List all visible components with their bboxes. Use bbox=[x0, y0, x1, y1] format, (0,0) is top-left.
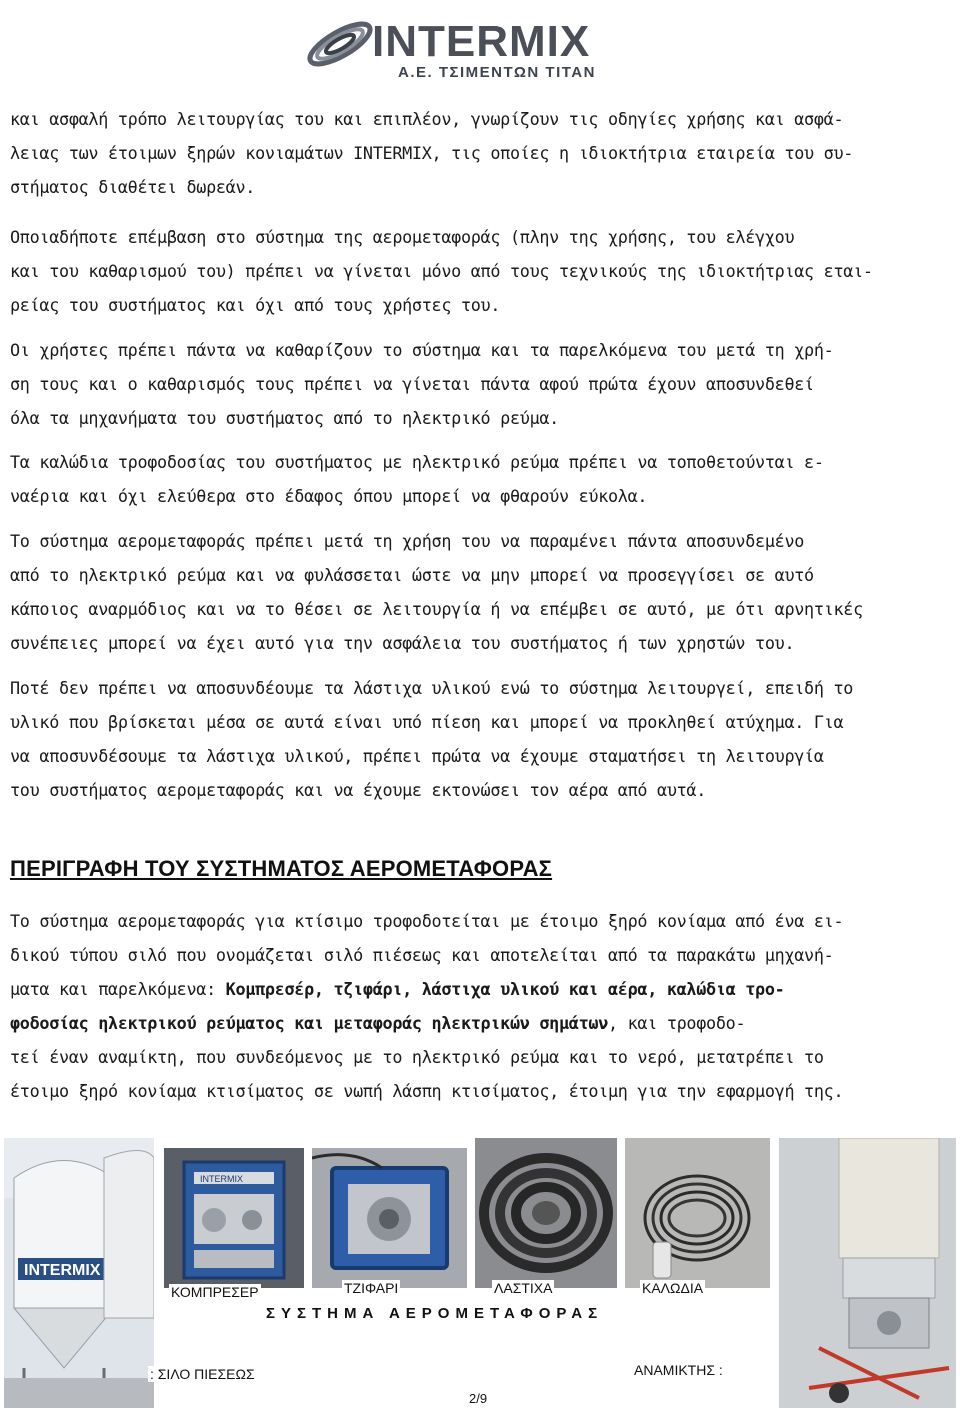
text-line: Τα καλώδια τροφοδοσίας του συστήματος με ηλεκτρικό ρεύμα πρέπει να τοποθετούνται ε- bbox=[10, 452, 824, 472]
caption-compressor: ΚΟΜΠΡΕΣΕΡ bbox=[171, 1284, 259, 1300]
cables-photo bbox=[625, 1138, 770, 1288]
swirl-logo-icon bbox=[298, 2, 378, 86]
text-line: Ποτέ δεν πρέπει να αποσυνδέουμε τα λάστιχα υλικού ενώ το σύστημα λειτουργεί, επειδή το bbox=[10, 678, 854, 698]
text-line bbox=[10, 972, 952, 1006]
compressor-label: INTERMIX bbox=[200, 1174, 244, 1184]
text-run: , και τροφοδο- bbox=[608, 1013, 746, 1033]
hoses-photo bbox=[475, 1138, 617, 1288]
text-line: όλα τα μηχανήματα του συστήματος από το ηλεκτρικό ρεύμα. bbox=[10, 408, 559, 428]
caption-cables: ΚΑΛΩΔΙΑ bbox=[642, 1280, 704, 1296]
text-line: ρείας του συστήματος και όχι από τους χρήστες του. bbox=[10, 295, 501, 315]
text-line: στήματος διαθέτει δωρεάν. bbox=[10, 177, 256, 197]
text-line: Το σύστημα αερομεταφοράς πρέπει μετά τη χρήση του να παραμένει πάντα αποσυνδεμένο bbox=[10, 531, 805, 551]
paragraph-5 bbox=[10, 524, 952, 660]
text-line: Το σύστημα αερομεταφοράς για κτίσιμο τροφοδοτείται με έτοιμο ξηρό κονίαμα από ένα ει- bbox=[10, 911, 844, 931]
compressor-photo bbox=[164, 1148, 304, 1288]
text-line: λειας των έτοιμων ξηρών κονιαμάτων INTERMIX, τις οποίες η ιδιοκτήτρια εταιρεία του συ- bbox=[10, 143, 854, 163]
paragraph-6 bbox=[10, 671, 952, 807]
paragraph-2 bbox=[10, 220, 952, 322]
paragraph-3 bbox=[10, 333, 952, 435]
text-line: και ασφαλή τρόπο λειτουργίας του και επιπλέον, γνωρίζουν τις οδηγίες χρήσης και ασφά- bbox=[10, 109, 844, 129]
text-line bbox=[10, 1006, 952, 1040]
section-heading: ΠΕΡΙΓΡΑΦΗ ΤΟΥ ΣΥΣΤΗΜΑΤΟΣ ΑΕΡΟΜΕΤΑΦΟΡΑΣ bbox=[10, 856, 553, 881]
paragraph-4 bbox=[10, 445, 952, 513]
brand-wordmark: INTERMIX bbox=[372, 17, 591, 66]
text-line: Οποιαδήποτε επέμβαση στο σύστημα της αερομεταφοράς (πλην της χρήσης, του ελέγχου bbox=[10, 227, 795, 247]
caption-silo: : ΣΙΛΟ ΠΙΕΣΕΩΣ bbox=[150, 1366, 255, 1382]
silo-photo bbox=[4, 1138, 154, 1408]
system-caption: ΣΥΣΤΗΜΑ ΑΕΡΟΜΕΤΑΦΟΡΑΣ bbox=[266, 1305, 604, 1322]
mixer-photo bbox=[779, 1138, 956, 1408]
text-line: να αποσυνδέσουμε τα λάστιχα υλικού, πρέπει πρώτα να έχουμε σταματήσει τη λειτουργία bbox=[10, 746, 824, 766]
tzifari-photo bbox=[312, 1148, 467, 1288]
section-paragraph bbox=[10, 904, 952, 1108]
text-line: υλικό που βρίσκεται μέσα σε αυτά είναι υπό πίεση και μπορεί να προκληθεί ατύχημα. Για bbox=[10, 712, 844, 732]
page-number: 2/9 bbox=[469, 1391, 488, 1406]
intermix-logo bbox=[298, 2, 668, 86]
paragraph-1 bbox=[10, 102, 952, 204]
text-line: έτοιμο ξηρό κονίαμα κτισίματος σε νωπή λάσπη κτισίματος, έτοιμη για την εφαρμογή της. bbox=[10, 1081, 844, 1101]
text-line: Οι χρήστες πρέπει πάντα να καθαρίζουν το σύστημα και τα παρελκόμενα του μετά τη χρή- bbox=[10, 340, 834, 360]
brand-subtitle: Α.Ε. ΤΣΙΜΕΝΤΩΝ ΤΙΤΑΝ bbox=[398, 64, 596, 81]
text-line: δικού τύπου σιλό που ονομάζεται σιλό πιέσεως και αποτελείται από τα παρακάτω μηχανή- bbox=[10, 945, 834, 965]
silo-brand: INTERMIX bbox=[24, 1262, 101, 1279]
bold-text: φοδοσίας ηλεκτρικού ρεύματος και μεταφοράς ηλεκτρικών σημάτων bbox=[10, 1013, 608, 1033]
caption-mixer: ΑΝΑΜΙΚΤΗΣ : bbox=[634, 1362, 723, 1378]
text-run: ματα και παρελκόμενα: bbox=[10, 979, 226, 999]
text-line: από το ηλεκτρικό ρεύμα και να φυλάσσεται ώστε να μην μπορεί να προσεγγίσει σε αυτό bbox=[10, 565, 814, 585]
text-line: του συστήματος αερομεταφοράς και να έχουμε εκτονώσει τον αέρα από αυτά. bbox=[10, 780, 707, 800]
text-line: συνέπειες μπορεί να έχει αυτό για την ασφάλεια του συστήματος ή των χρηστών του. bbox=[10, 633, 795, 653]
text-line: ση τους και ο καθαρισμός τους πρέπει να γίνεται πάντα αφού πρώτα έχουν αποσυνδεθεί bbox=[10, 374, 814, 394]
caption-hoses: ΛΑΣΤΙΧΑ bbox=[494, 1280, 553, 1296]
caption-tzifari: ΤΖΙΦΑΡΙ bbox=[344, 1280, 399, 1296]
text-line: κάποιος αναρμόδιος και να το θέσει σε λειτουργία ή να επέμβει σε αυτό, με ότι αρνητικές bbox=[10, 599, 863, 619]
text-line: και του καθαρισμού του) πρέπει να γίνεται μόνο από τους τεχνικούς της ιδιοκτήτριας εται- bbox=[10, 261, 873, 281]
bold-text: Κομπρεσέρ, τζιφάρι, λάστιχα υλικού και αέρα, καλώδια τρο- bbox=[225, 979, 785, 999]
text-line: ναέρια και όχι ελεύθερα στο έδαφος όπου μπορεί να φθαρούν εύκολα. bbox=[10, 486, 648, 506]
system-photos bbox=[4, 1138, 956, 1408]
text-line: τεί έναν αναμίκτη, που συνδεόμενος με το ηλεκτρικό ρεύμα και το νερό, μετατρέπει το bbox=[10, 1047, 824, 1067]
